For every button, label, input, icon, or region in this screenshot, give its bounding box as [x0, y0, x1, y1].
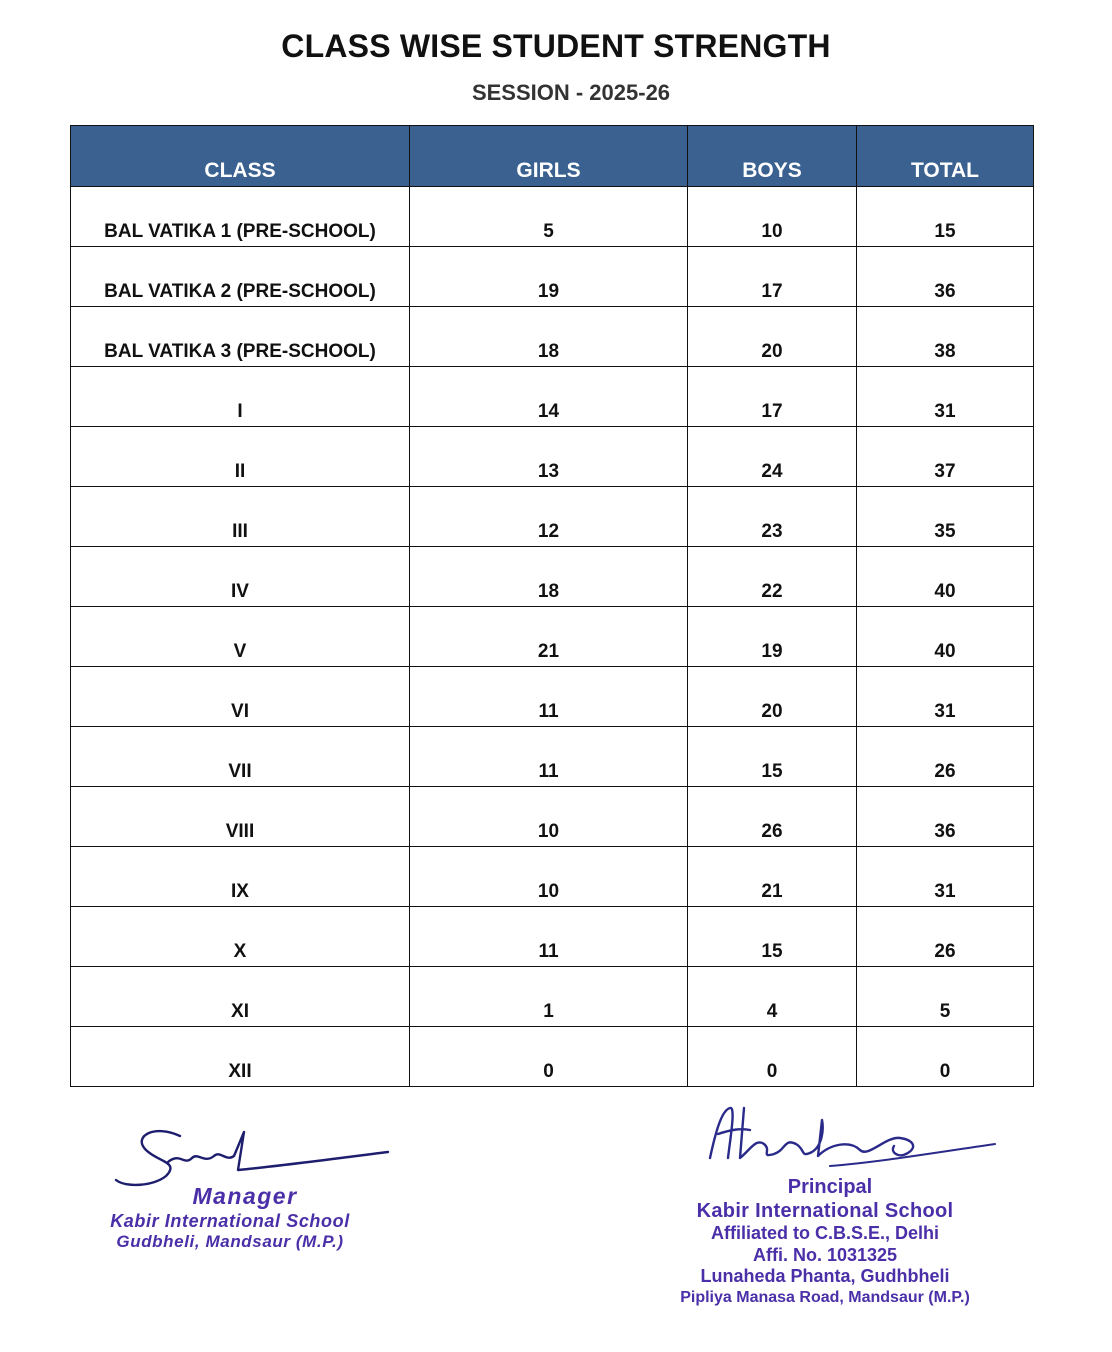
- boys-cell: 15: [688, 727, 857, 787]
- girls-cell: 1: [410, 967, 688, 1027]
- boys-cell: 17: [688, 367, 857, 427]
- girls-cell: 13: [410, 427, 688, 487]
- principal-affiliation: Affiliated to C.B.S.E., Delhi: [710, 1223, 939, 1243]
- session-label: SESSION - 2025-26: [471, 80, 671, 105]
- class-cell: XI: [71, 967, 410, 1027]
- total-cell: 36: [857, 787, 1034, 847]
- header-class: CLASS: [71, 126, 410, 187]
- boys-cell: 21: [688, 847, 857, 907]
- table-row: [71, 367, 1034, 427]
- table-row: [71, 547, 1034, 607]
- girls-cell: 14: [410, 367, 688, 427]
- boys-cell: 0: [688, 1027, 857, 1087]
- boys-cell: 10: [688, 187, 857, 247]
- table-row: [71, 727, 1034, 787]
- table-row: [71, 607, 1034, 667]
- table-row: [71, 247, 1034, 307]
- principal-address-line2: Pipliya Manasa Road, Mandsaur (M.P.): [680, 1288, 970, 1306]
- table-row: [71, 307, 1034, 367]
- total-cell: 31: [857, 367, 1034, 427]
- page-title: CLASS WISE STUDENT STRENGTH: [281, 28, 831, 64]
- total-cell: 37: [857, 427, 1034, 487]
- header-total: TOTAL: [857, 126, 1034, 187]
- class-cell: BAL VATIKA 3 (PRE-SCHOOL): [71, 307, 410, 367]
- girls-cell: 5: [410, 187, 688, 247]
- principal-stamp: [650, 1100, 1000, 1307]
- boys-cell: 19: [688, 607, 857, 667]
- class-cell: I: [71, 367, 410, 427]
- total-cell: 26: [857, 907, 1034, 967]
- total-cell: 0: [857, 1027, 1034, 1087]
- principal-role: Principal: [787, 1176, 873, 1198]
- manager-role: Manager: [192, 1183, 298, 1209]
- total-cell: 36: [857, 247, 1034, 307]
- girls-cell: 11: [410, 667, 688, 727]
- total-cell: 31: [857, 667, 1034, 727]
- girls-cell: 12: [410, 487, 688, 547]
- total-cell: 15: [857, 187, 1034, 247]
- total-cell: 5: [857, 967, 1034, 1027]
- total-cell: 40: [857, 607, 1034, 667]
- total-cell: 38: [857, 307, 1034, 367]
- boys-cell: 4: [688, 967, 857, 1027]
- manager-address: Gudbheli, Mandsaur (M.P.): [116, 1232, 344, 1252]
- boys-cell: 22: [688, 547, 857, 607]
- table-row: [71, 907, 1034, 967]
- total-cell: 26: [857, 727, 1034, 787]
- girls-cell: 18: [410, 547, 688, 607]
- girls-cell: 18: [410, 307, 688, 367]
- class-cell: IX: [71, 847, 410, 907]
- girls-cell: 11: [410, 727, 688, 787]
- girls-cell: 19: [410, 247, 688, 307]
- class-cell: BAL VATIKA 1 (PRE-SCHOOL): [71, 187, 410, 247]
- manager-stamp: [80, 1115, 380, 1253]
- table-row: [71, 787, 1034, 847]
- class-cell: VI: [71, 667, 410, 727]
- boys-cell: 20: [688, 667, 857, 727]
- total-cell: 35: [857, 487, 1034, 547]
- principal-address-line1: Lunaheda Phanta, Gudhbheli: [700, 1266, 950, 1287]
- class-cell: III: [71, 487, 410, 547]
- class-cell: BAL VATIKA 2 (PRE-SCHOOL): [71, 247, 410, 307]
- class-cell: VIII: [71, 787, 410, 847]
- principal-affi-no: Affi. No. 1031325: [752, 1244, 898, 1265]
- boys-cell: 17: [688, 247, 857, 307]
- table-row: [71, 427, 1034, 487]
- class-cell: XII: [71, 1027, 410, 1087]
- total-cell: 40: [857, 547, 1034, 607]
- class-cell: V: [71, 607, 410, 667]
- class-cell: VII: [71, 727, 410, 787]
- student-strength-table: [70, 125, 1034, 1087]
- table-row: [71, 667, 1034, 727]
- girls-cell: 0: [410, 1027, 688, 1087]
- table-row: [71, 847, 1034, 907]
- class-cell: X: [71, 907, 410, 967]
- class-cell: II: [71, 427, 410, 487]
- boys-cell: 15: [688, 907, 857, 967]
- boys-cell: 23: [688, 487, 857, 547]
- boys-cell: 24: [688, 427, 857, 487]
- table-row: [71, 187, 1034, 247]
- table-row: [71, 1027, 1034, 1087]
- total-cell: 31: [857, 847, 1034, 907]
- principal-school: Kabir International School: [696, 1200, 954, 1222]
- girls-cell: 10: [410, 787, 688, 847]
- girls-cell: 21: [410, 607, 688, 667]
- header-boys: BOYS: [688, 126, 857, 187]
- table-header-row: [71, 126, 1034, 187]
- header-girls: GIRLS: [410, 126, 688, 187]
- manager-school: Kabir International School: [110, 1210, 350, 1231]
- table-row: [71, 967, 1034, 1027]
- class-cell: IV: [71, 547, 410, 607]
- girls-cell: 11: [410, 907, 688, 967]
- table-row: [71, 487, 1034, 547]
- boys-cell: 26: [688, 787, 857, 847]
- boys-cell: 20: [688, 307, 857, 367]
- girls-cell: 10: [410, 847, 688, 907]
